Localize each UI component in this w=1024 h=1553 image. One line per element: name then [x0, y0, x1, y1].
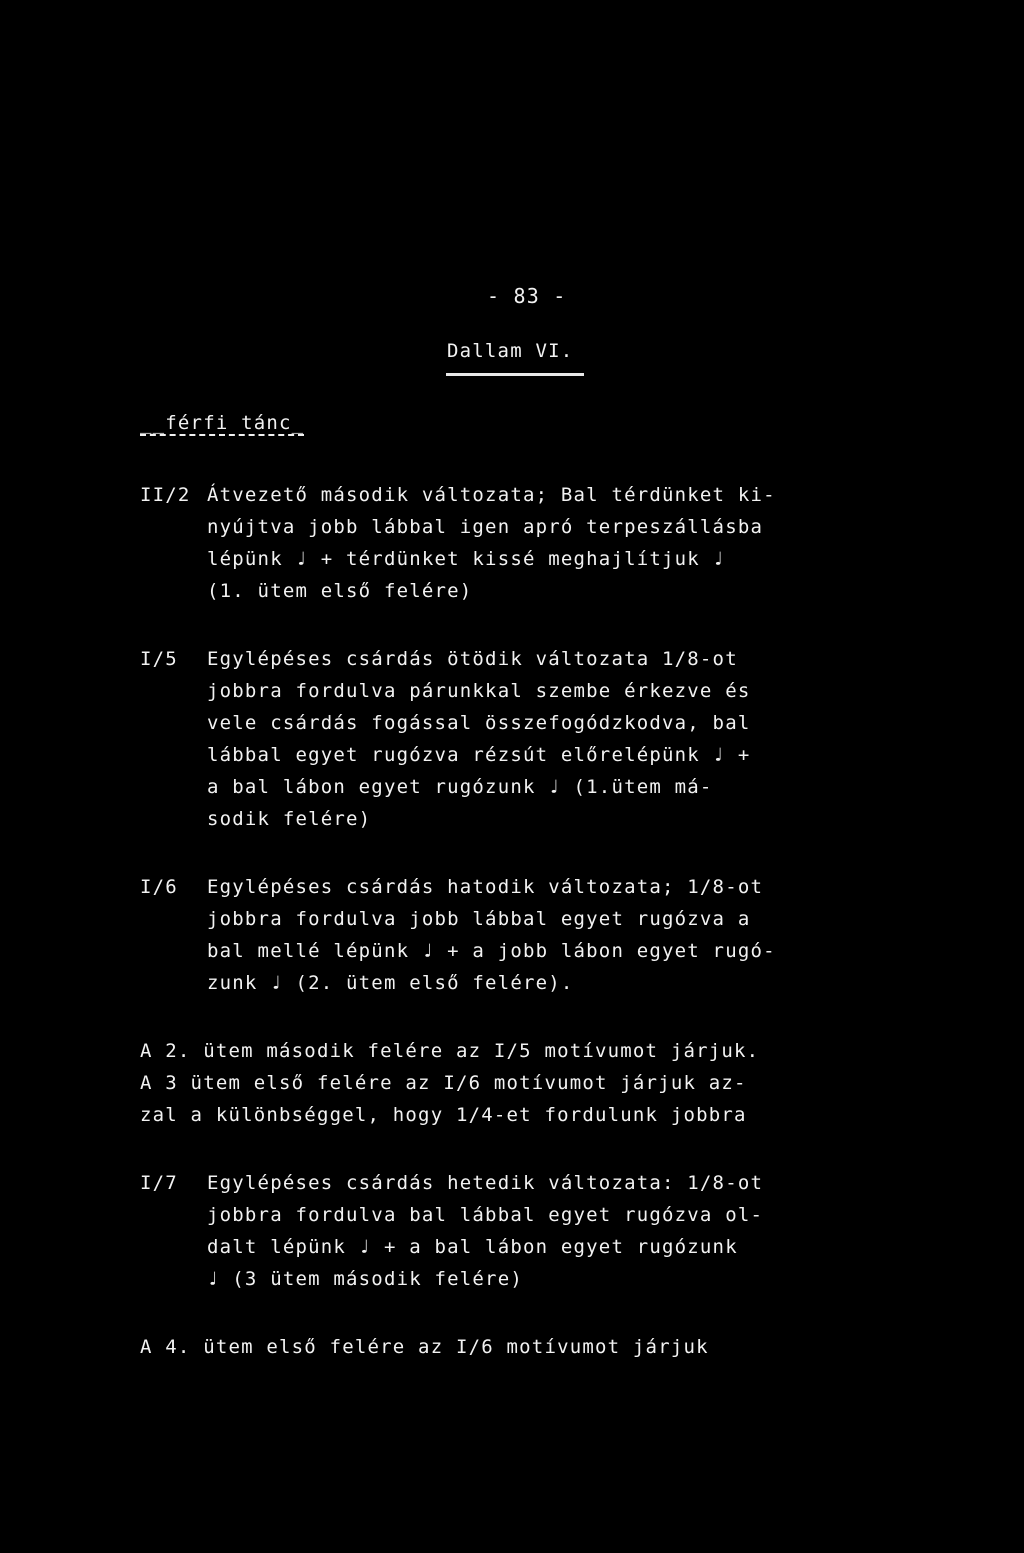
entry-line: Egylépéses csárdás hatodik változata; 1/8-ot — [207, 876, 764, 898]
entry-line: sodik felére) — [207, 808, 372, 830]
title-underline — [446, 373, 584, 376]
entry-line: lábbal egyet rugózva rézsút előrelépünk ♩ + — [207, 744, 751, 766]
entry-line: Átvezető második változata; Bal térdünket ki- — [207, 484, 776, 506]
entry-line: ♩ (3 ütem második felére) — [207, 1268, 523, 1290]
entry-line: a bal lábon egyet rugózunk ♩ (1.ütem má- — [207, 776, 713, 798]
entry-line: zunk ♩ (2. ütem első felére). — [207, 972, 574, 994]
entry-label: I/7 — [140, 1172, 178, 1194]
entry-line: lépünk ♩ + térdünket kissé meghajlítjuk ♩ — [207, 548, 726, 570]
note-line: A 4. ütem első felére az I/6 motívumot járjuk — [140, 1336, 709, 1358]
note-line: zal a különbséggel, hogy 1/4-et fordulunk jobbra — [140, 1104, 747, 1126]
page-number: - 83 - — [487, 284, 567, 308]
entry-line: jobbra fordulva párunkkal szembe érkezve és — [207, 680, 751, 702]
entry-line: dalt lépünk ♩ + a bal lábon egyet rugózunk — [207, 1236, 738, 1258]
entry-label: II/2 — [140, 484, 191, 506]
entry-line: jobbra fordulva jobb lábbal egyet rugózva a — [207, 908, 751, 930]
entry-line: bal mellé lépünk ♩ + a jobb lábon egyet rugó- — [207, 940, 776, 962]
note-line: A 3 ütem első felére az I/6 motívumot járjuk az- — [140, 1072, 747, 1094]
entry-line: nyújtva jobb lábbal igen apró terpeszállásba — [207, 516, 764, 538]
entry-line: (1. ütem első felére) — [207, 580, 473, 602]
page-title: Dallam VI. — [447, 340, 574, 362]
section-heading: __férfi tánc_ — [140, 412, 305, 434]
entry-label: I/6 — [140, 876, 178, 898]
entry-line: jobbra fordulva bal lábbal egyet rugózva ol- — [207, 1204, 764, 1226]
entry-label: I/5 — [140, 648, 178, 670]
entry-line: Egylépéses csárdás ötödik változata 1/8-ot — [207, 648, 738, 670]
entry-line: vele csárdás fogással összefogódzkodva, bal — [207, 712, 751, 734]
entry-line: Egylépéses csárdás hetedik változata: 1/8-ot — [207, 1172, 764, 1194]
note-line: A 2. ütem második felére az I/5 motívumot járjuk. — [140, 1040, 760, 1062]
